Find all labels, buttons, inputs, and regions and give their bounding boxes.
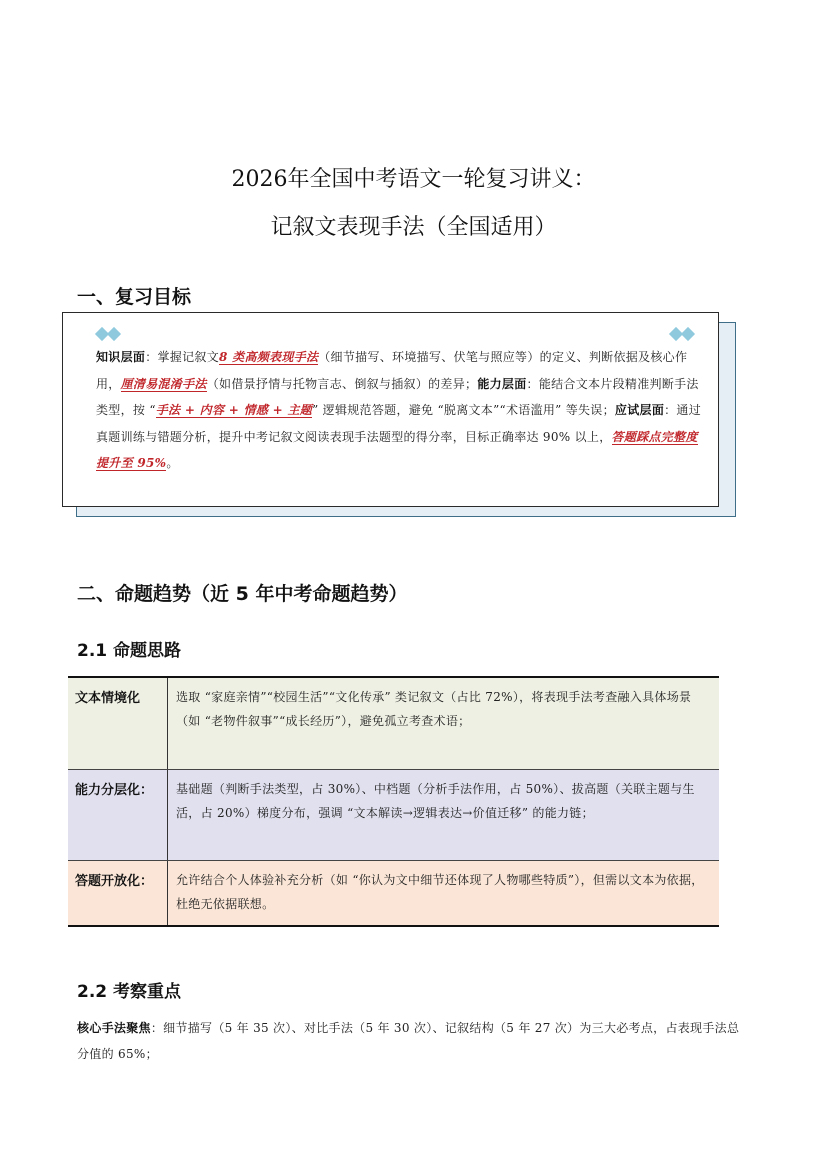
row-label: 答题开放化： [68, 861, 168, 925]
highlight-8-methods: 8 类高频表现手法 [219, 350, 319, 364]
label-knowledge: 知识层面 [96, 350, 146, 364]
row-label: 能力分层化： [68, 770, 168, 860]
focus-paragraph [77, 1015, 749, 1067]
text-f: ：通过真题训练与错题分析，提升中考记叙文阅读表现手法题型的得分率，目标正确率达 90% 以上， [96, 403, 702, 444]
focus-label: 核心手法聚焦 [77, 1021, 151, 1035]
row-label: 文本情境化 [68, 678, 168, 769]
table-row [68, 861, 719, 925]
diamond-ornament-icon [669, 329, 699, 343]
objective-box [62, 312, 719, 507]
section2-heading: 二、命题趋势（近 5 年中考命题趋势） [77, 583, 408, 605]
highlight-formula: 手法 + 内容 + 情感 + 主题 [155, 403, 313, 417]
document-title-line2: 记叙文表现手法（全国适用） [270, 215, 557, 240]
text-a: ：掌握记叙文 [145, 350, 220, 364]
row-text: 允许结合个人体验补充分析（如 “你认为文中细节还体现了人物哪些特质”），但需以文本为依据，杜绝无依据联想。 [176, 873, 704, 911]
text-b: （细节描写、环境描写、伏笔与照应等）的定义、判断依据及核心作用， [96, 350, 688, 391]
text-e: ” 逻辑规范答题，避免 “脱离文本”“术语滥用” 等失误； [312, 403, 615, 417]
table-row [68, 678, 719, 770]
section1-heading: 一、复习目标 [77, 286, 192, 308]
diamond-ornament-icon [95, 329, 125, 343]
table-row [68, 770, 719, 861]
label-exam: 应试层面 [614, 403, 665, 417]
row-text: 基础题（判断手法类型，占 30%）、中档题（分析手法作用，占 50%）、拔高题（关联主题与生活，占 20%）梯度分布，强调 “文本解读→逻辑表达→价值迁移” 的能力链； [176, 782, 695, 820]
label-ability: 能力层面 [477, 376, 527, 391]
document-title-line1: 2026年全国中考语文一轮复习讲义： [231, 167, 596, 192]
row-text: 选取 “家庭亲情”“校园生活”“文化传承” 类记叙文（占比 72%），将表现手法考查融入具体场景（如 “老物件叙事”“成长经历”），避免孤立考查术语； [176, 690, 692, 728]
text-d: ：能结合文本片段精准判断手法类型，按 “ [96, 376, 699, 417]
focus-text: ：细节描写（5 年 35 次）、对比手法（5 年 30 次）、记叙结构（5 年 27 次）为三大必考点，占表现手法总分值的 65%； [77, 1021, 740, 1061]
subsection-2-2-heading: 2.2 考察重点 [77, 982, 182, 1002]
subsection-2-1-heading: 2.1 命题思路 [77, 641, 182, 661]
text-g: 。 [166, 456, 179, 470]
highlight-confusing: 厘清易混淆手法 [120, 376, 207, 391]
objective-text [96, 344, 708, 477]
trend-table [68, 676, 719, 927]
highlight-target: 答题踩点完整度提升至 95% [96, 429, 698, 470]
text-c: （如借景抒情与托物言志、倒叙与插叙）的差异； [206, 376, 478, 391]
